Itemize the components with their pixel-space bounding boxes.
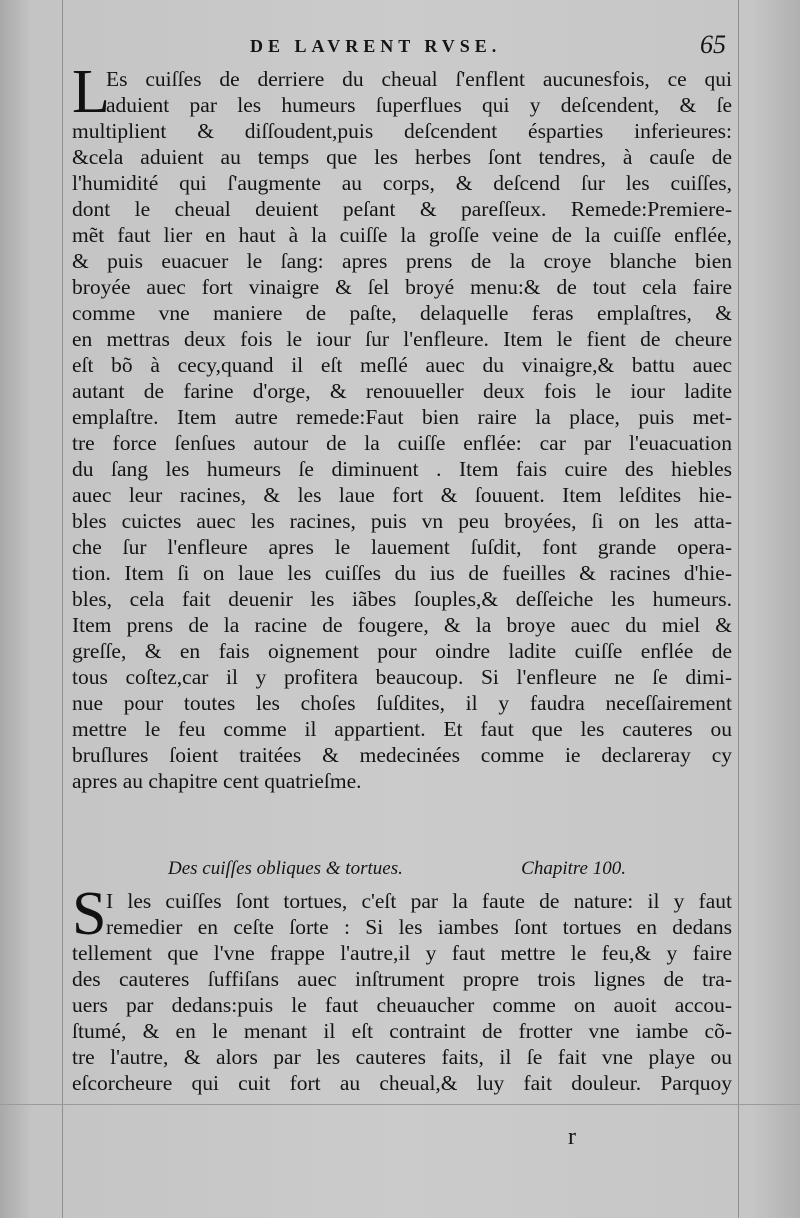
text-line: auec leur racines, & les laue fort & ſouuent. Item leſdites hie- — [72, 483, 732, 507]
text-line: &cela aduient au temps que les herbes ſont tendres, à cauſe de — [72, 145, 732, 169]
text-line: tous coſtez,car il y profitera beaucoup. Si l'enfleure ne ſe dimi- — [72, 665, 732, 689]
text-line: comme vne maniere de paſte, delaquelle feras emplaſtres, & — [72, 301, 732, 325]
text-line: tellement que l'vne frappe l'autre,il y faut mettre le feu,& y faire — [72, 941, 732, 965]
page-number: 65 — [700, 30, 726, 59]
text-line: Es cuiſſes de derriere du cheual ſ'enflent aucunesfois, ce qui — [106, 67, 732, 91]
text-line: aduient par les humeurs ſuperflues qui y deſcendent, & ſe — [106, 93, 732, 117]
text-line: ſtumé, & en le menant il eſt contraint de frotter vne iambe cõ- — [72, 1019, 732, 1043]
text-line: Item prens de la racine de fougere, & la broye auec du miel & — [72, 613, 732, 637]
text-line: I les cuiſſes ſont tortues, c'eſt par la faute de nature: il y faut — [106, 889, 732, 913]
text-line: dont le cheual deuient peſant & pareſſeux. Remede:Premiere- — [72, 197, 732, 221]
text-line: tion. Item ſi on laue les cuiſſes du ius de fueilles & racines d'hie- — [72, 561, 732, 585]
text-line: bruſlures ſoient traitées & medecinées comme ie declareray cy — [72, 743, 732, 767]
drop-capital-l: L — [72, 58, 110, 126]
text-line: che ſur l'enfleure apres le lauement ſuſdit, font grande opera- — [72, 535, 732, 559]
text-line: greſſe, & en fais oignement pour oindre ladite cuiſſe enflée de — [72, 639, 732, 663]
text-line: tre l'autre, & alors par les cauteres faits, il ſe fait vne playe ou — [72, 1045, 732, 1069]
text-line: l'humidité qui ſ'augmente au corps, & deſcend ſur les cuiſſes, — [72, 171, 732, 195]
text-line: emplaſtre. Item autre remede:Faut bien raire la place, puis met- — [72, 405, 732, 429]
text-line: du ſang les humeurs ſe diminuent . Item fais cuire des hiebles — [72, 457, 732, 481]
text-line: bles, cela fait deuenir les iãbes ſouples,& deſſeiche les humeurs. — [72, 587, 732, 611]
text-line: nue pour toutes les choſes ſuſdites, il y faudra neceſſairement — [72, 691, 732, 715]
text-line: autant de farine d'orge, & renouueller deux fois le iour ladite — [72, 379, 732, 403]
text-line: tre force ſenſues autour de la cuiſſe enflée: car par l'euacuation — [72, 431, 732, 455]
text-line: remedier en ceſte ſorte : Si les iambes ſont tortues en dedans — [106, 915, 732, 939]
text-line: uers par dedans:puis le faut cheuaucher comme on auoit accou- — [72, 993, 732, 1017]
running-title: DE LAVRENT RVSE. — [250, 36, 502, 56]
text-line: & puis euacuer le ſang: apres prens de la croye blanche bien — [72, 249, 732, 273]
text-line: multiplient & diſſoudent,puis deſcendent ésparties inferieures: — [72, 119, 732, 143]
text-line: apres au chapitre cent quatrieſme. — [72, 769, 362, 793]
text-line: mettre le feu comme il appartient. Et faut que les cauteres ou — [72, 717, 732, 741]
text-line: bles cuictes auec les racines, puis vn peu broyées, ſi on les atta- — [72, 509, 732, 533]
text-line: broyée auec fort vinaigre & ſel broyé menu:& de tout cela faire — [72, 275, 732, 299]
chapter-title: Des cuiſſes obliques & tortues. — [168, 858, 403, 879]
text-line: mẽt faut lier en haut à la cuiſſe la groſſe veine de la cuiſſe enflée, — [72, 223, 732, 247]
drop-capital-s: S — [72, 880, 107, 948]
signature-mark: r — [568, 1124, 576, 1150]
text-line: eſt bõ à cecy,quand il eſt meſlé auec du vinaigre,& battu auec — [72, 353, 732, 377]
chapter-heading — [168, 858, 638, 888]
text-line: eſcorcheure qui cuit fort au cheual,& luy fait douleur. Parquoy — [72, 1071, 732, 1095]
chapter-number: Chapitre 100. — [521, 858, 626, 879]
text-line: en mettras deux fois le iour ſur l'enfleure. Item le fient de cheure — [72, 327, 732, 351]
text-line: des cauteres ſuffiſans auec inſtrument propre trois lignes de tra- — [72, 967, 732, 991]
